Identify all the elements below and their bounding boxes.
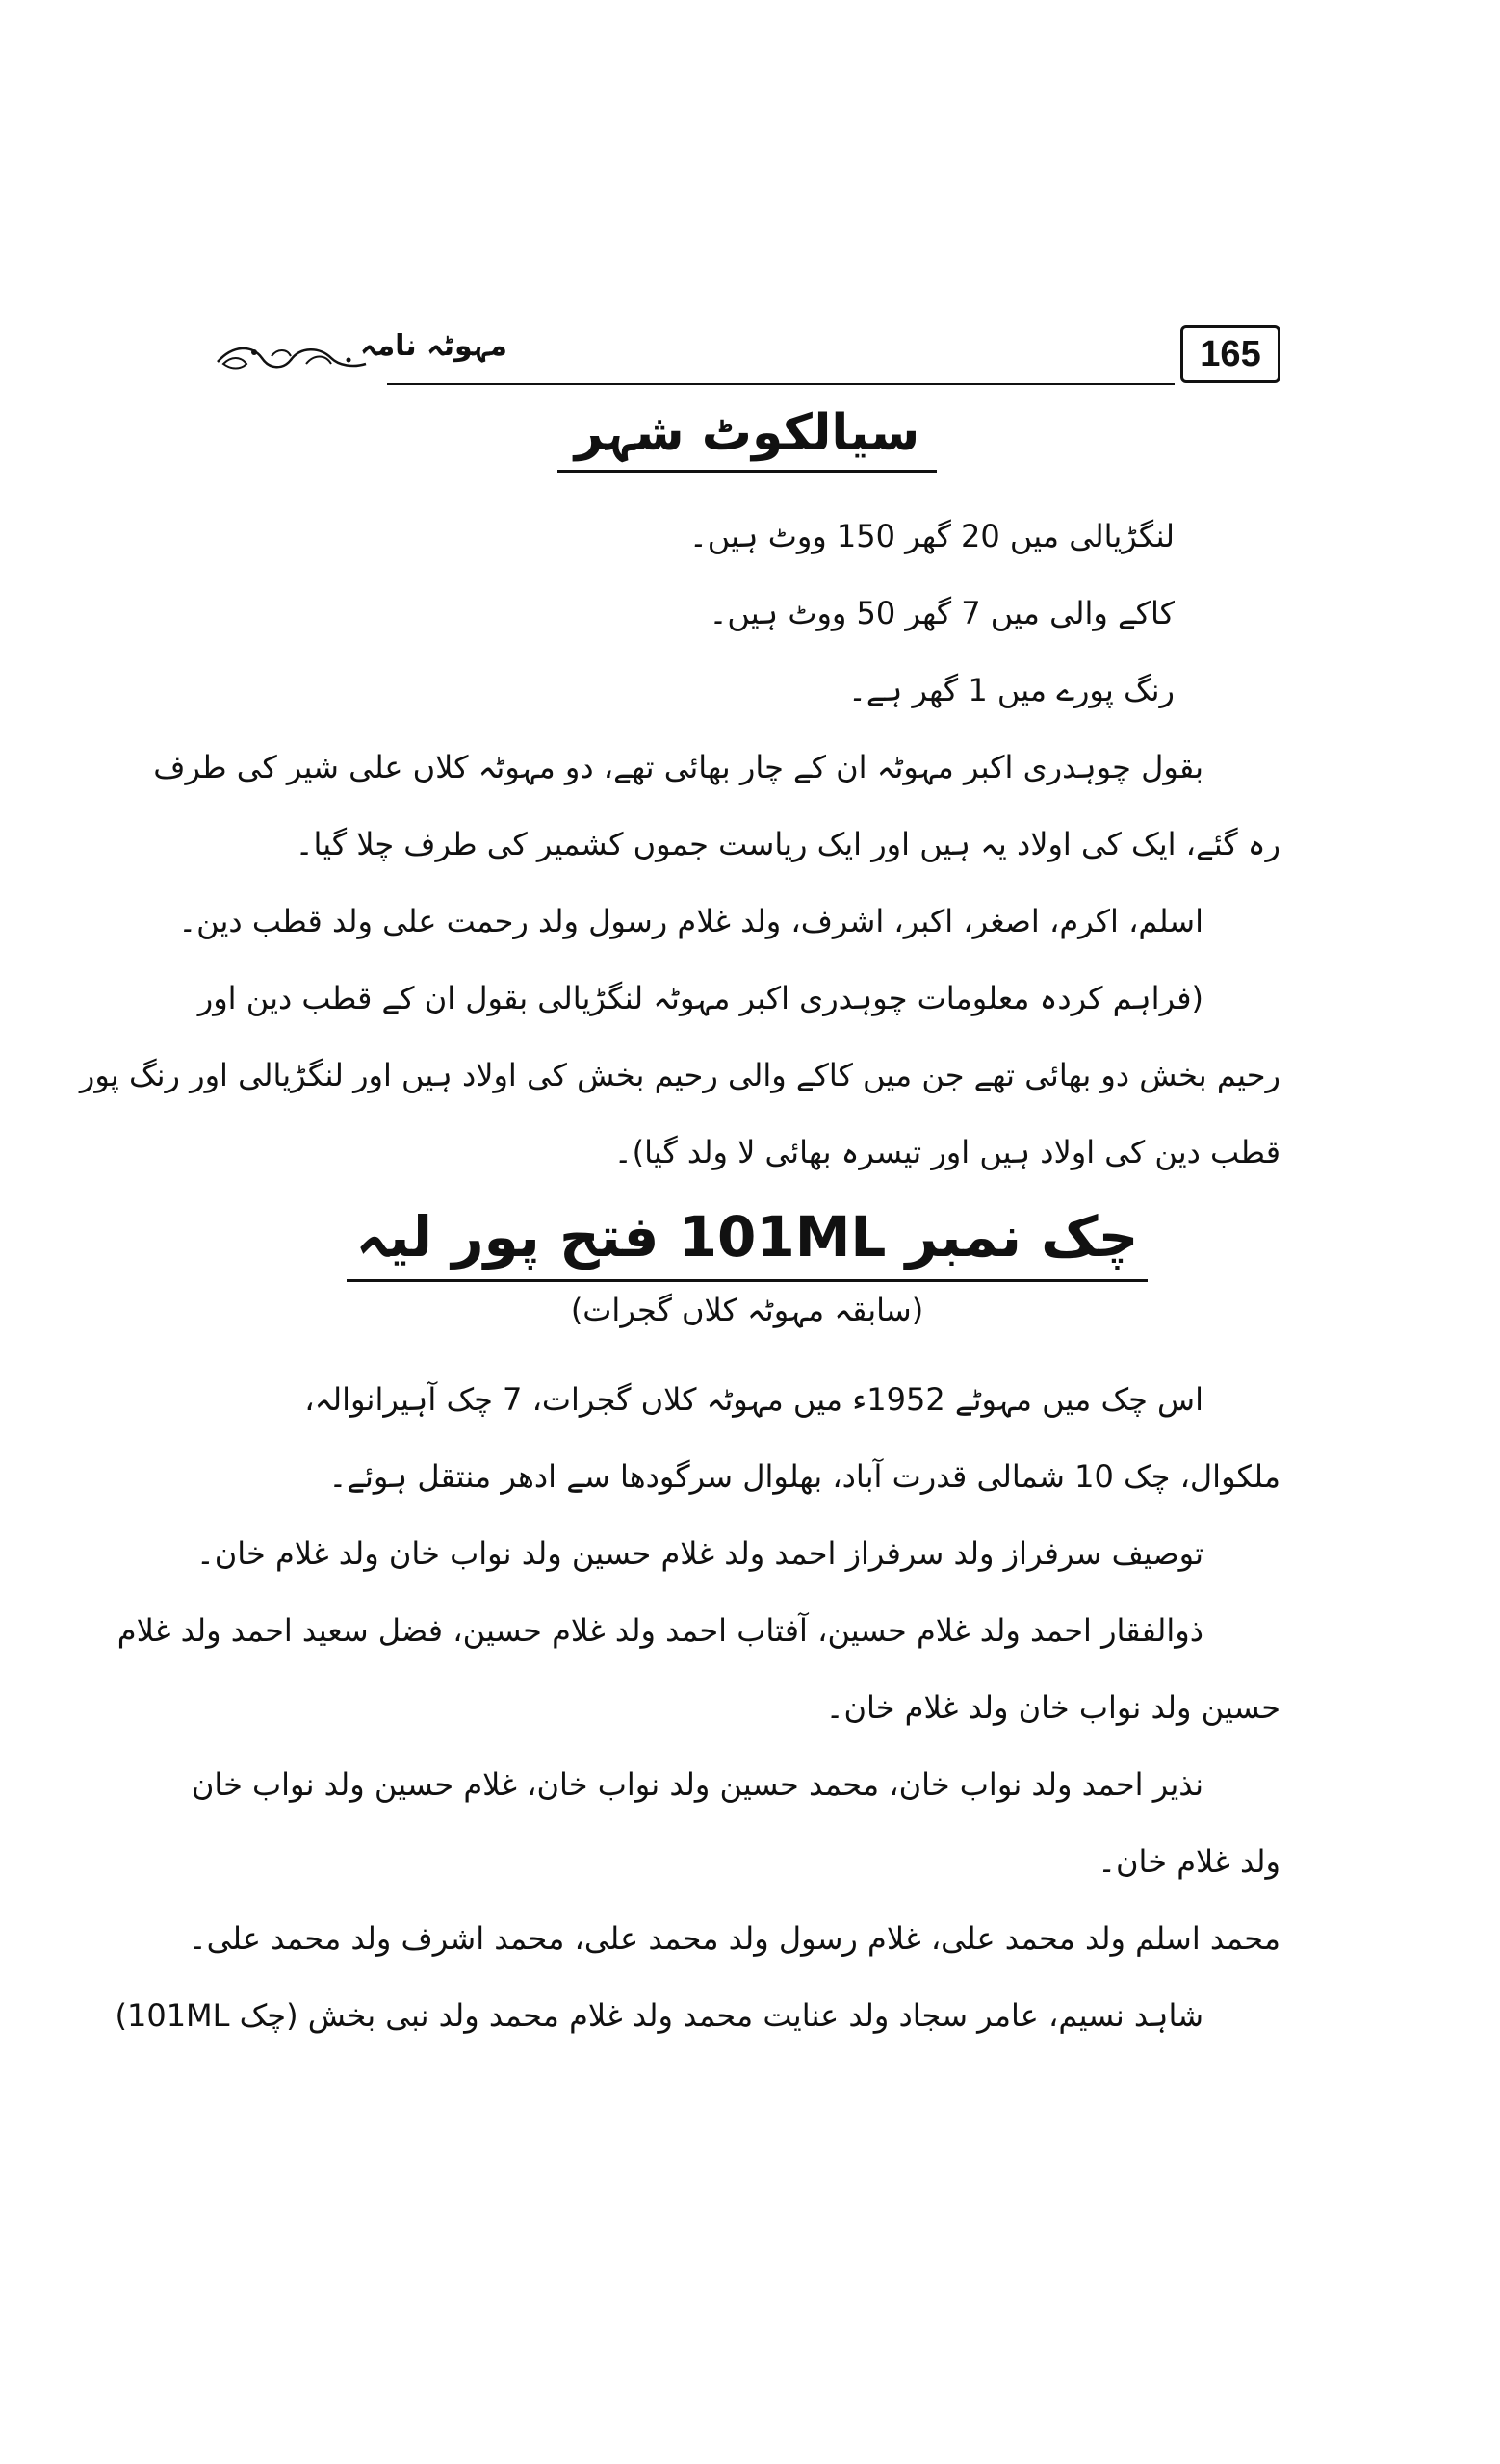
section-heading-chak xyxy=(214,1204,1280,1282)
flourish-ornament-icon xyxy=(214,335,368,383)
paragraph-line: (فراہم کردہ معلومات چوہدری اکبر مہوٹہ لنگڑیالی بقول ان کے قطب دین اور xyxy=(197,980,1203,1016)
paragraph-line: حسین ولد نواب خان ولد غلام خان۔ xyxy=(825,1689,1280,1726)
page-header xyxy=(214,325,1280,385)
paragraph-line: رہ گئے، ایک کی اولاد یہ ہیں اور ایک ریاست جموں کشمیر کی طرف چلا گیا۔ xyxy=(295,826,1280,862)
section-heading-sialkot xyxy=(214,404,1280,473)
paragraph-line: نذیر احمد ولد نواب خان، محمد حسین ولد نواب خان، غلام حسین ولد نواب خان xyxy=(191,1766,1203,1803)
paragraph-line: ولد غلام خان۔ xyxy=(1098,1843,1280,1880)
paragraph-line: ملکوال، چک 10 شمالی قدرت آباد، بھلوال سرگودھا سے ادھر منتقل ہوئے۔ xyxy=(328,1458,1280,1495)
paragraph-line: لنگڑیالی میں 20 گھر 150 ووٹ ہیں۔ xyxy=(689,518,1175,554)
running-title: مہوٹہ نامہ xyxy=(360,329,507,363)
section-subheading: (سابقہ مہوٹہ کلاں گجرات) xyxy=(570,1292,924,1328)
paragraph-line: توصیف سرفراز ولد سرفراز احمد ولد غلام حسین ولد نواب خان ولد غلام خان۔ xyxy=(195,1535,1203,1572)
paragraph-line: اسلم، اکرم، اصغر، اکبر، اشرف، ولد غلام رسول ولد رحمت علی ولد قطب دین۔ xyxy=(178,903,1203,939)
section-heading-text: سیالکوٹ شہر xyxy=(557,404,938,473)
paragraph-line: اس چک میں مہوٹے 1952ء میں مہوٹہ کلاں گجرات، 7 چک آہیرانوالہ، xyxy=(304,1381,1203,1418)
paragraph-line: شاہد نسیم، عامر سجاد ولد عنایت محمد ولد غلام محمد ولد نبی بخش (چک 101ML) xyxy=(115,1997,1203,2034)
page-number: 165 xyxy=(1180,325,1280,383)
paragraph-line: رحیم بخش دو بھائی تھے جن میں کاکے والی رحیم بخش کی اولاد ہیں اور لنگڑیالی اور رنگ پور xyxy=(79,1057,1280,1093)
paragraph-line: بقول چوہدری اکبر مہوٹہ ان کے چار بھائی تھے، دو مہوٹہ کلاں علی شیر کی طرف xyxy=(153,749,1203,785)
paragraph-line: قطب دین کی اولاد ہیں اور تیسرہ بھائی لا ولد گیا)۔ xyxy=(613,1134,1280,1170)
paragraph-line: ذوالفقار احمد ولد غلام حسین، آفتاب احمد ولد غلام حسین، فضل سعید احمد ولد غلام xyxy=(116,1612,1203,1649)
paragraph-line: محمد اسلم ولد محمد علی، غلام رسول ولد محمد علی، محمد اشرف ولد محمد علی۔ xyxy=(188,1920,1280,1957)
page-body xyxy=(79,404,1280,2054)
paragraph-line: رنگ پورے میں 1 گھر ہے۔ xyxy=(848,672,1175,708)
section-heading-text: چک نمبر 101ML فتح پور لیہ xyxy=(347,1204,1149,1282)
header-rule xyxy=(387,383,1175,385)
paragraph-line: کاکے والی میں 7 گھر 50 ووٹ ہیں۔ xyxy=(709,595,1175,631)
